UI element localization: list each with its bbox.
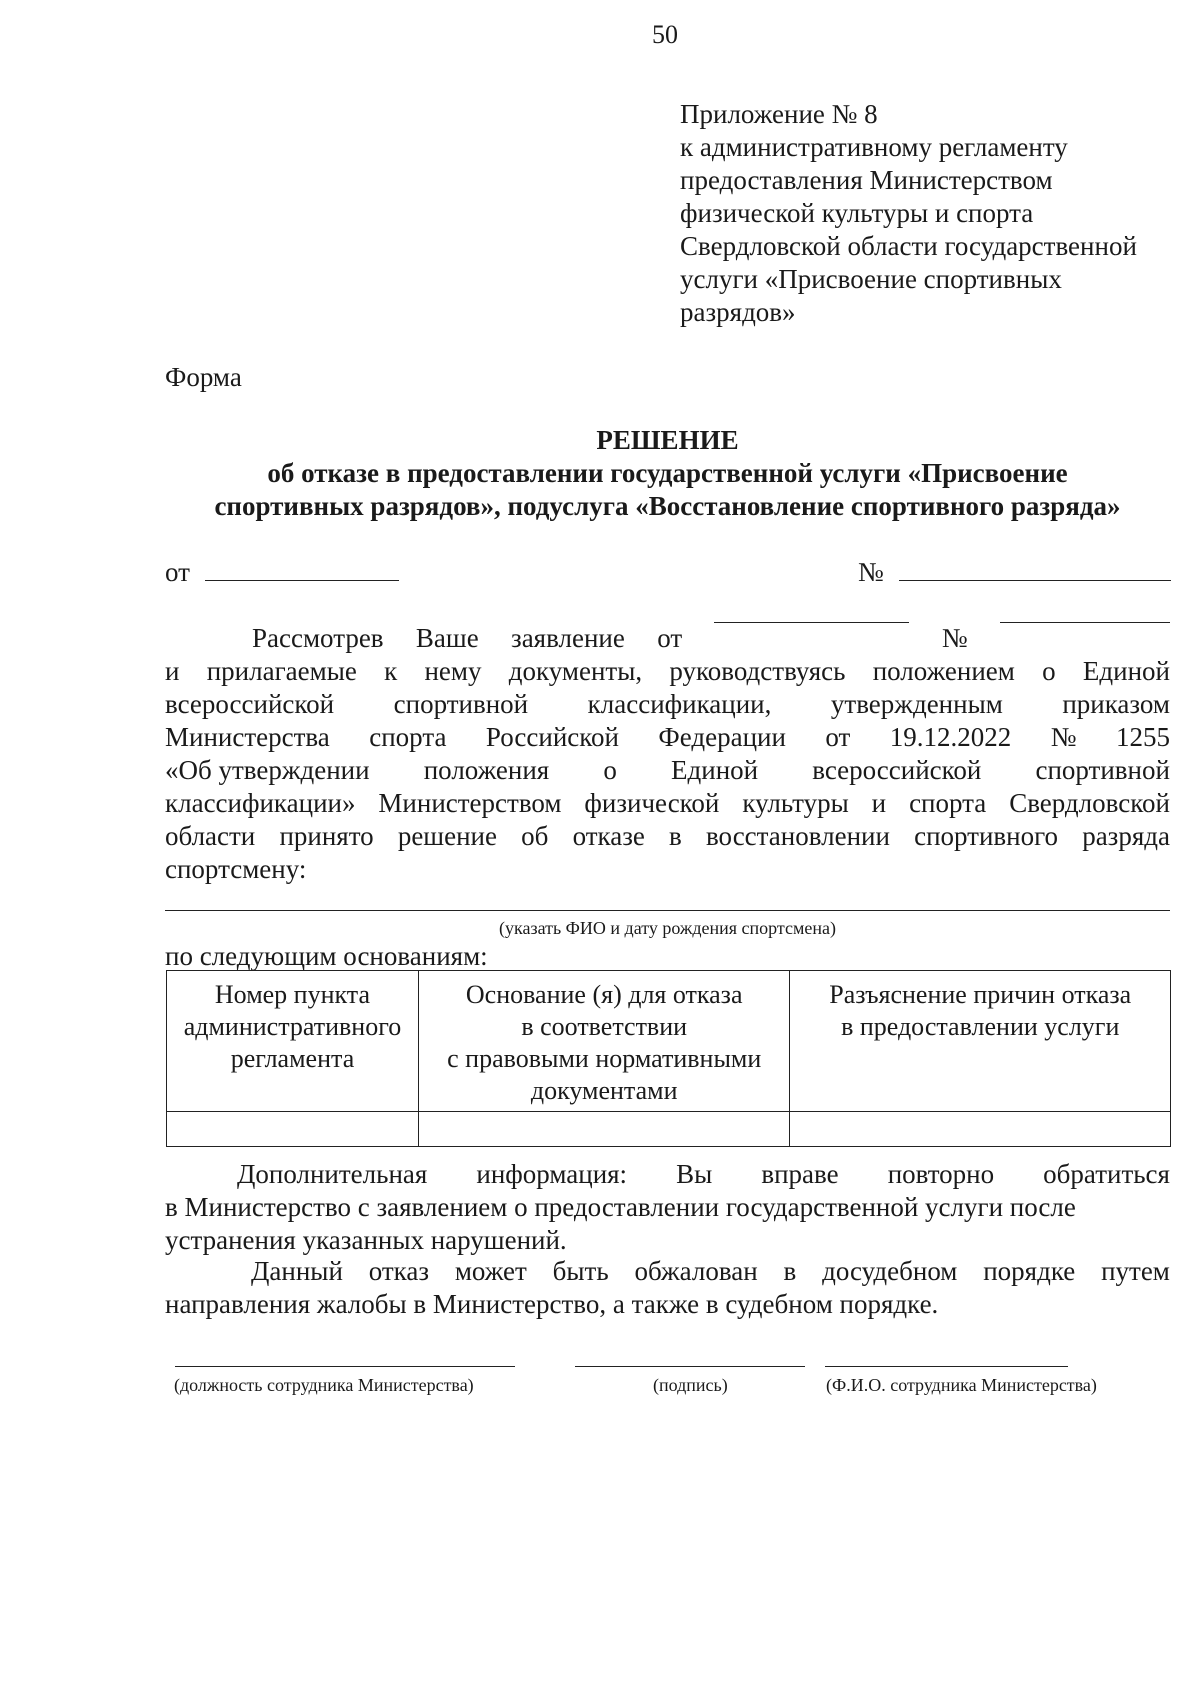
title-line: об отказе в предоставлении государственной услуги «Присвоение (267, 458, 1068, 488)
athlete-fio-field[interactable] (165, 910, 1170, 911)
signature-line[interactable] (575, 1366, 805, 1367)
body-line: устранения указанных нарушений. (165, 1225, 567, 1255)
body-line: Рассмотрев Ваше заявление от № (165, 622, 1170, 655)
decision-date-field[interactable] (205, 580, 399, 581)
title-line: спортивных разрядов», подуслуга «Восстановление спортивного разряда» (214, 491, 1121, 521)
athlete-field-caption: (указать ФИО и дату рождения спортсмена) (499, 918, 836, 938)
body-line: и прилагаемые к нему документы, руководствуясь положением о Единой (165, 656, 1170, 686)
body-line: направления жалобы в Министерство, а также в судебном порядке. (165, 1289, 939, 1319)
body-line: Данный отказ может быть обжалован в досудебном порядке путем (251, 1256, 1170, 1286)
body-line: всероссийской спортивной классификации, утвержденным приказом (165, 689, 1170, 719)
document-title (165, 424, 1170, 523)
appendix-line: Свердловской области государственной (680, 231, 1137, 261)
body-line: спортсмену: (165, 854, 307, 884)
page-number: 50 (652, 20, 678, 49)
grounds-label: по следующим основаниям: (165, 941, 488, 971)
table-header-cell: Разъяснение причин отказа в предоставлении услуги (790, 971, 1171, 1112)
body-line: в Министерство с заявлением о предоставлении государственной услуги после (165, 1192, 1076, 1222)
title-heading: РЕШЕНИЕ (596, 425, 739, 455)
table-cell[interactable] (418, 1112, 790, 1147)
appendix-line: к административному регламенту (680, 132, 1068, 162)
decision-number-row (858, 557, 1171, 588)
table-header-cell: Номер пункта административного регламента (167, 971, 419, 1112)
appendix-line: предоставления Министерством (680, 165, 1053, 195)
decision-date-row (165, 557, 399, 588)
table-header-cell: Основание (я) для отказа в соответствии с правовыми нормативными документами (418, 971, 790, 1112)
appendix-line: услуги «Присвоение спортивных (680, 264, 1062, 294)
table-header-row (167, 971, 1171, 1112)
body-paragraph (165, 622, 1170, 886)
table-cell[interactable] (790, 1112, 1171, 1147)
number-label: № (858, 557, 884, 587)
form-label: Форма (165, 362, 242, 392)
appendix-line: разрядов» (680, 297, 796, 327)
name-caption: (Ф.И.О. сотрудника Министерства) (826, 1375, 1097, 1395)
appendix-line: физической культуры и спорта (680, 198, 1034, 228)
appendix-block (680, 98, 1180, 329)
additional-info-paragraph (165, 1158, 1170, 1257)
refusal-reasons-table (166, 970, 1171, 1147)
table-row (167, 1112, 1171, 1147)
decision-number-field[interactable] (899, 580, 1171, 581)
application-date-field[interactable] (714, 622, 909, 623)
position-signature-line[interactable] (175, 1366, 515, 1367)
name-signature-line[interactable] (825, 1366, 1068, 1367)
appendix-line: Приложение № 8 (680, 99, 878, 129)
body-line: области принято решение об отказе в восстановлении спортивного разряда (165, 821, 1170, 851)
signature-caption: (подпись) (653, 1375, 728, 1395)
body-line: «Об утверждении положения о Единой всероссийской спортивной (165, 755, 1170, 785)
body-line: Министерства спорта Российской Федерации от 19.12.2022 № 1255 (165, 722, 1170, 752)
body-line: классификации» Министерством физической культуры и спорта Свердловской (165, 788, 1170, 818)
position-caption: (должность сотрудника Министерства) (174, 1375, 474, 1395)
application-number-field[interactable] (1000, 622, 1170, 623)
table-cell[interactable] (167, 1112, 419, 1147)
date-label: от (165, 557, 190, 587)
body-line: Дополнительная информация: Вы вправе повторно обратиться (237, 1159, 1170, 1189)
appeal-paragraph (165, 1255, 1170, 1321)
